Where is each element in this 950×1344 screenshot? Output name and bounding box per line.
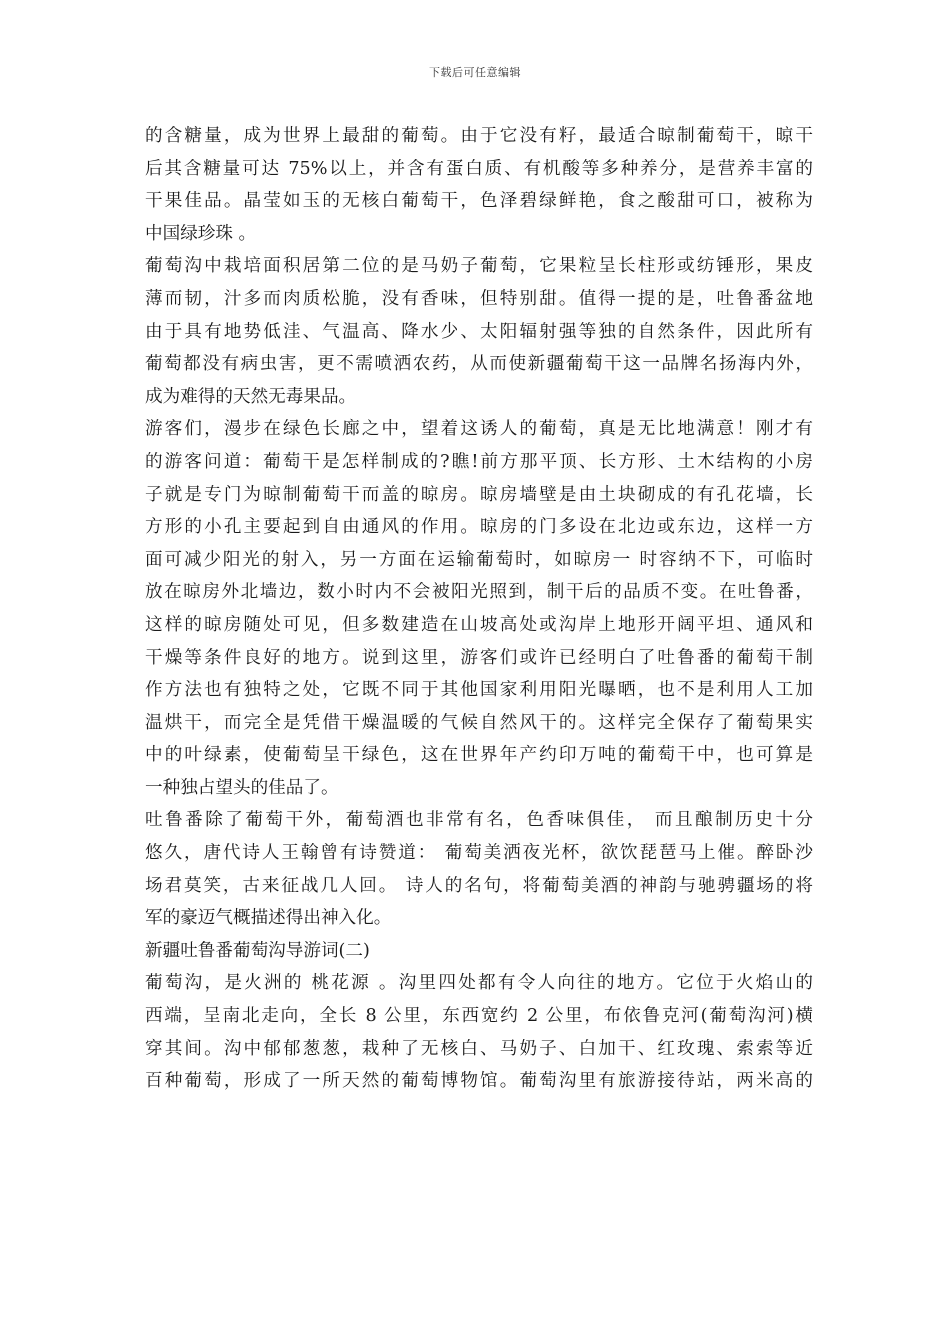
text-line: 一种独占望头的佳品了。 [145, 777, 339, 798]
text-line: 后其含糖量可达 75%以上，并含有蛋白质、有机酸等多种养分，是营养丰富的 [145, 158, 813, 179]
text-line: 放在晾房外北墙边，数小时内不会被阳光照到，制干后的品质不变。在吐鲁番， [145, 582, 813, 603]
text-line: 葡萄沟，是火洲的 桃花源 。沟里四处都有令人向往的地方。它位于火焰山的 [145, 973, 813, 994]
text-line: 子就是专门为晾制葡萄干而盖的晾房。晾房墙壁是由土块砌成的有孔花墙，长 [145, 484, 813, 505]
text-line: 这样的晾房随处可见，但多数建造在山坡高处或沟岸上地形开阔平坦、通风和 [145, 614, 813, 635]
text-line: 场君莫笑，古来征战几人回。 诗人的名句，将葡萄美酒的神韵与驰骋疆场的将 [145, 875, 813, 896]
text-line: 干果佳品。晶莹如玉的无核白葡萄干，色泽碧绿鲜艳，食之酸甜可口，被称为 [145, 191, 813, 212]
text-line: 新疆吐鲁番葡萄沟导游词(二) [145, 940, 370, 961]
text-line: 的游客问道：葡萄干是怎样制成的?瞧!前方那平顶、长方形、土木结构的小房 [145, 451, 813, 472]
page-header: 下载后可任意编辑 [429, 66, 521, 79]
text-line: 面可减少阳光的射入，另一方面在运输葡萄时，如晾房一 时容纳不下，可临时 [145, 549, 813, 570]
text-line: 游客们，漫步在绿色长廊之中，望着这诱人的葡萄，真是无比地满意！刚才有 [145, 419, 813, 440]
text-line: 温烘干，而完全是凭借干燥温暖的气候自然风干的。这样完全保存了葡萄果实 [145, 712, 813, 733]
text-line: 作方法也有独特之处，它既不同于其他国家利用阳光曝晒，也不是利用人工加 [145, 680, 813, 701]
text-line: 穿其间。沟中郁郁葱葱，栽种了无核白、马奶子、白加干、红玫瑰、索索等近 [145, 1038, 813, 1059]
text-line: 吐鲁番除了葡萄干外，葡萄酒也非常有名，色香味俱佳， 而且酿制历史十分 [145, 810, 813, 831]
text-line: 西端，呈南北走向，全长 8 公里，东西宽约 2 公里，布依鲁克河(葡萄沟河)横 [145, 1006, 813, 1027]
text-line: 葡萄都没有病虫害，更不需喷洒农药，从而使新疆葡萄干这一品牌名扬海内外， [145, 354, 813, 375]
text-line: 百种葡萄，形成了一所天然的葡萄博物馆。葡萄沟里有旅游接待站，两米高的 [145, 1071, 813, 1092]
text-line: 悠久，唐代诗人王翰曾有诗赞道： 葡萄美洒夜光杯，欲饮琵琶马上催。醉卧沙 [145, 843, 813, 864]
text-line: 中国绿珍珠 。 [145, 223, 257, 244]
text-line: 方形的小孔主要起到自由通风的作用。晾房的门多设在北边或东边，这样一方 [145, 517, 813, 538]
text-line: 干燥等条件良好的地方。说到这里，游客们或许已经明白了吐鲁番的葡萄干制 [145, 647, 813, 668]
text-line: 中的叶绿素，使葡萄呈干绿色，这在世界年产约印万吨的葡萄干中，也可算是 [145, 745, 813, 766]
text-line: 由于具有地势低洼、气温高、降水少、太阳辐射强等独的自然条件，因此所有 [145, 321, 813, 342]
document-body [145, 120, 813, 1098]
text-line: 的含糖量，成为世界上最甜的葡萄。由于它没有籽，最适合晾制葡萄干，晾干 [145, 126, 813, 146]
text-line: 军的豪迈气概描述得出神入化。 [145, 908, 392, 929]
text-line: 薄而韧，汁多而肉质松脆，没有香味，但特别甜。值得一提的是，吐鲁番盆地 [145, 288, 813, 309]
text-line: 葡萄沟中栽培面积居第二位的是马奶子葡萄，它果粒呈长柱形或纺锤形，果皮 [145, 256, 813, 277]
text-line: 成为难得的天然无毒果品。 [145, 386, 357, 407]
